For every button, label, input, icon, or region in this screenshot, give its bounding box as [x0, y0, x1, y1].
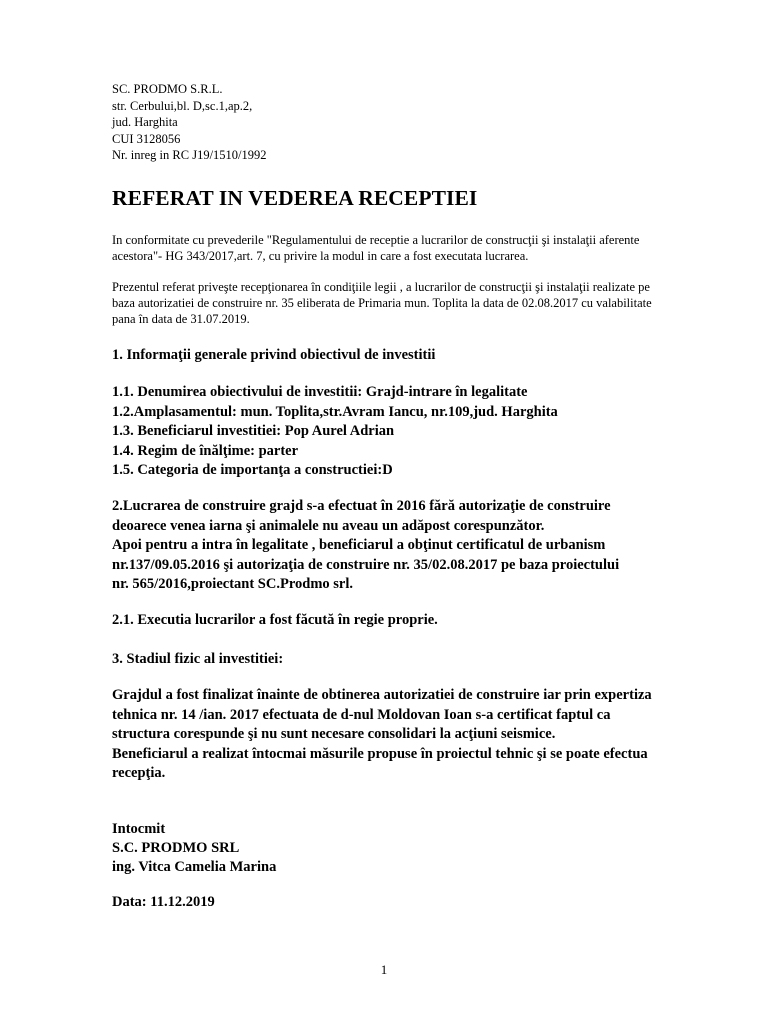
list-item: 1.5. Categoria de importanţa a constructiei:D [112, 462, 393, 478]
section-3-line: Grajdul a fost finalizat înainte de obtinerea autorizatiei de construire iar prin expertiza [112, 687, 652, 703]
intro-p1-line: In conformitate cu prevederile "Regulamentului de receptie a lucrarilor de construcţii şi instalaţii aferente [112, 233, 640, 247]
intro-paragraph-2 [112, 279, 712, 327]
signature-block [112, 820, 276, 877]
company-header [112, 81, 267, 164]
company-cui: CUI 3128056 [112, 131, 181, 146]
intro-p2-line: pana în data de 31.07.2019. [112, 312, 250, 326]
list-item: 1.4. Regim de înălţime: parter [112, 442, 299, 459]
signature-company: S.C. PRODMO SRL [112, 840, 240, 856]
list-item: 1.1. Denumirea obiectivului de investitii: Grajd-intrare în legalitate [112, 384, 528, 400]
section-2-line: Apoi pentru a intra în legalitate , beneficiarul a obţinut certificatul de urbanism [112, 537, 606, 553]
section-3-paragraph [112, 686, 652, 784]
signature-person: ing. Vitca Camelia Marina [112, 859, 277, 875]
section-3-line: structura corespunde şi nu sunt necesare consolidari la acţiuni seismice. [112, 726, 556, 742]
company-name: SC. PRODMO S.R.L. [112, 82, 223, 96]
document-title: REFERAT IN VEDEREA RECEPTIEI [112, 186, 478, 210]
section-1-heading: 1. Informaţii generale privind obiectivul de investitii [112, 347, 436, 363]
section-3-line: tehnica nr. 14 /ian. 2017 efectuata de d-nul Moldovan Ioan s-a certificat faptul ca [112, 706, 611, 723]
section-1-list [112, 383, 558, 481]
section-3-line: Beneficiarul a realizat întocmai măsurile propuse în proiectul tehnic şi se poate efectua [112, 745, 648, 762]
section-2-line: nr.137/09.05.2016 şi autorizaţia de construire nr. 35/02.08.2017 pe baza proiectului [112, 556, 620, 573]
company-county: jud. Harghita [112, 115, 178, 129]
list-item: 1.3. Beneficiarul investitiei: Pop Aurel Adrian [112, 423, 395, 439]
intro-p2-line: baza autorizatiei de construire nr. 35 eliberata de Primaria mun. Toplita la data de 02.08.2017 cu valabilitate [112, 296, 652, 310]
section-2-line: 2.Lucrarea de construire grajd s-a efectuat în 2016 fără autorizaţie de construire [112, 498, 611, 514]
section-3-line: recepţia. [112, 765, 166, 781]
intro-p1-line: acestora"- HG 343/2017,art. 7, cu privire la modul in care a fost executata lucrarea. [112, 249, 529, 263]
company-registration: Nr. inreg in RC J19/1510/1992 [112, 148, 267, 162]
intro-paragraph-1 [112, 232, 712, 264]
section-2-paragraph [112, 497, 619, 595]
section-2-line: nr. 565/2016,proiectant SC.Prodmo srl. [112, 576, 353, 592]
section-3-heading: 3. Stadiul fizic al investitiei: [112, 651, 284, 667]
company-street: str. Cerbului,bl. D,sc.1,ap.2, [112, 98, 253, 113]
intro-p2-line: Prezentul referat priveşte recepţionarea în condiţiile legii , a lucrarilor de construcţii şi instalaţii realizate pe [112, 280, 650, 294]
document-date: Data: 11.12.2019 [112, 894, 215, 910]
signature-label: Intocmit [112, 821, 166, 837]
list-item: 1.2.Amplasamentul: mun. Toplita,str.Avram Iancu, nr.109,jud. Harghita [112, 403, 558, 420]
page-number: 1 [380, 962, 388, 977]
section-2-line: deoarece venea iarna şi animalele nu aveau un adăpost corespunzător. [112, 517, 545, 534]
section-2-1: 2.1. Executia lucrarilor a fost făcută în regie proprie. [112, 612, 438, 628]
